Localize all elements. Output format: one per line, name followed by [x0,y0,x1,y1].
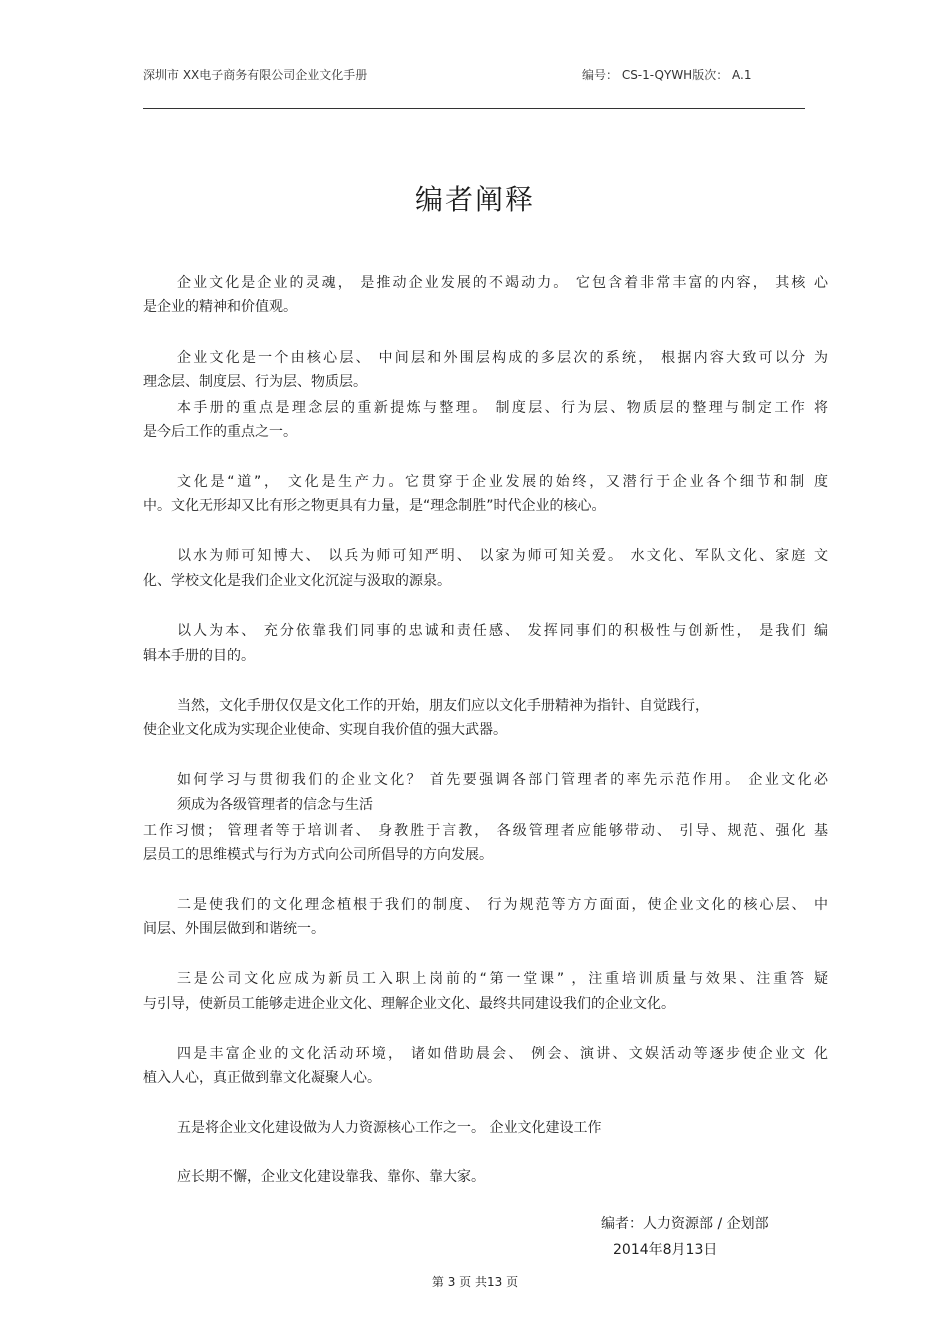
paragraph-line: 企业文化是一个由核心层、 中间层和外围层构成的多层次的系统， 根据内容大致可以分 为 [177,350,828,366]
paragraph-line: 辑本手册的目的。 [143,648,255,664]
paragraph-line: 须成为各级管理者的信念与生活 [177,797,373,813]
paragraph-line: 四是丰富企业的文化活动环境， 诸如借助晨会、 例会、演讲、文娱活动等逐步使企业文 化 [177,1046,828,1062]
page-number-footer: 第 3 页 共13 页 [431,1275,519,1289]
paragraph-line: 与引导，使新员工能够走进企业文化、理解企业文化、最终共同建设我们的企业文化。 [143,996,675,1012]
paragraph-line: 间层、外围层做到和谐统一。 [143,921,325,937]
paragraph-line: 三是公司文化应成为新员工入职上岗前的“第一堂课” ，注重培训质量与效果、注重答 疑 [177,971,828,987]
paragraph-line: 文化是“道”， 文化是生产力。它贯穿于企业发展的始终，又潜行于企业各个细节和制 度 [177,474,828,490]
paragraph-line: 化、学校文化是我们企业文化沉淀与汲取的源泉。 [143,573,451,589]
header-divider [143,108,805,109]
paragraph-line: 中。文化无形却又比有形之物更具有力量，是“理念制胜”时代企业的核心。 [143,498,606,514]
paragraph-line: 工作习惯； 管理者等于培训者、 身教胜于言教， 各级管理者应能够带动、 引导、规范、强化 基 [143,823,828,839]
paragraph-line: 使企业文化成为实现企业使命、实现自我价值的强大武器。 [143,722,507,738]
paragraph-line: 以人为本、 充分依靠我们同事的忠诚和责任感、 发挥同事们的积极性与创新性， 是我们 编 [177,623,828,639]
header-company: 深圳市 XX电子商务有限公司企业文化手册 [143,68,368,82]
paragraph-line: 当然，文化手册仅仅是文化工作的开始，朋友们应以文化手册精神为指针、自觉践行， [177,698,709,714]
header-doc-code: 编号： CS-1-QYWH版次： A.1 [582,68,752,82]
paragraph-line: 本手册的重点是理念层的重新提炼与整理。 制度层、行为层、物质层的整理与制定工作 将 [177,400,828,416]
paragraph-line: 如何学习与贯彻我们的企业文化？ 首先要强调各部门管理者的率先示范作用。 企业文化必 [177,772,828,788]
paragraph-line: 是企业的精神和价值观。 [143,299,297,315]
paragraph-line: 以水为师可知博大、 以兵为师可知严明、 以家为师可知关爱。 水文化、军队文化、家庭 文 [177,548,828,564]
signature-editor: 编者：人力资源部 / 企划部 [601,1216,769,1232]
paragraph-line: 是今后工作的重点之一。 [143,424,297,440]
paragraph-line: 二是使我们的文化理念植根于我们的制度、 行为规范等方方面面，使企业文化的核心层、 中 [177,897,828,913]
paragraph-line: 层员工的思维模式与行为方式向公司所倡导的方向发展。 [143,847,493,863]
paragraph-line: 企业文化是企业的灵魂， 是推动企业发展的不竭动力。 它包含着非常丰富的内容， 其核 心 [177,275,828,291]
paragraph-line: 理念层、制度层、行为层、物质层。 [143,374,367,390]
paragraph-line: 应长期不懈，企业文化建设靠我、靠你、靠大家。 [177,1169,485,1185]
paragraph-line: 植入人心，真正做到靠文化凝聚人心。 [143,1070,381,1086]
paragraph-line: 五是将企业文化建设做为人力资源核心工作之一。 企业文化建设工作 [177,1120,602,1136]
page-title: 编者阐释 [414,183,535,216]
signature-date: 2014年8月13日 [613,1242,718,1258]
